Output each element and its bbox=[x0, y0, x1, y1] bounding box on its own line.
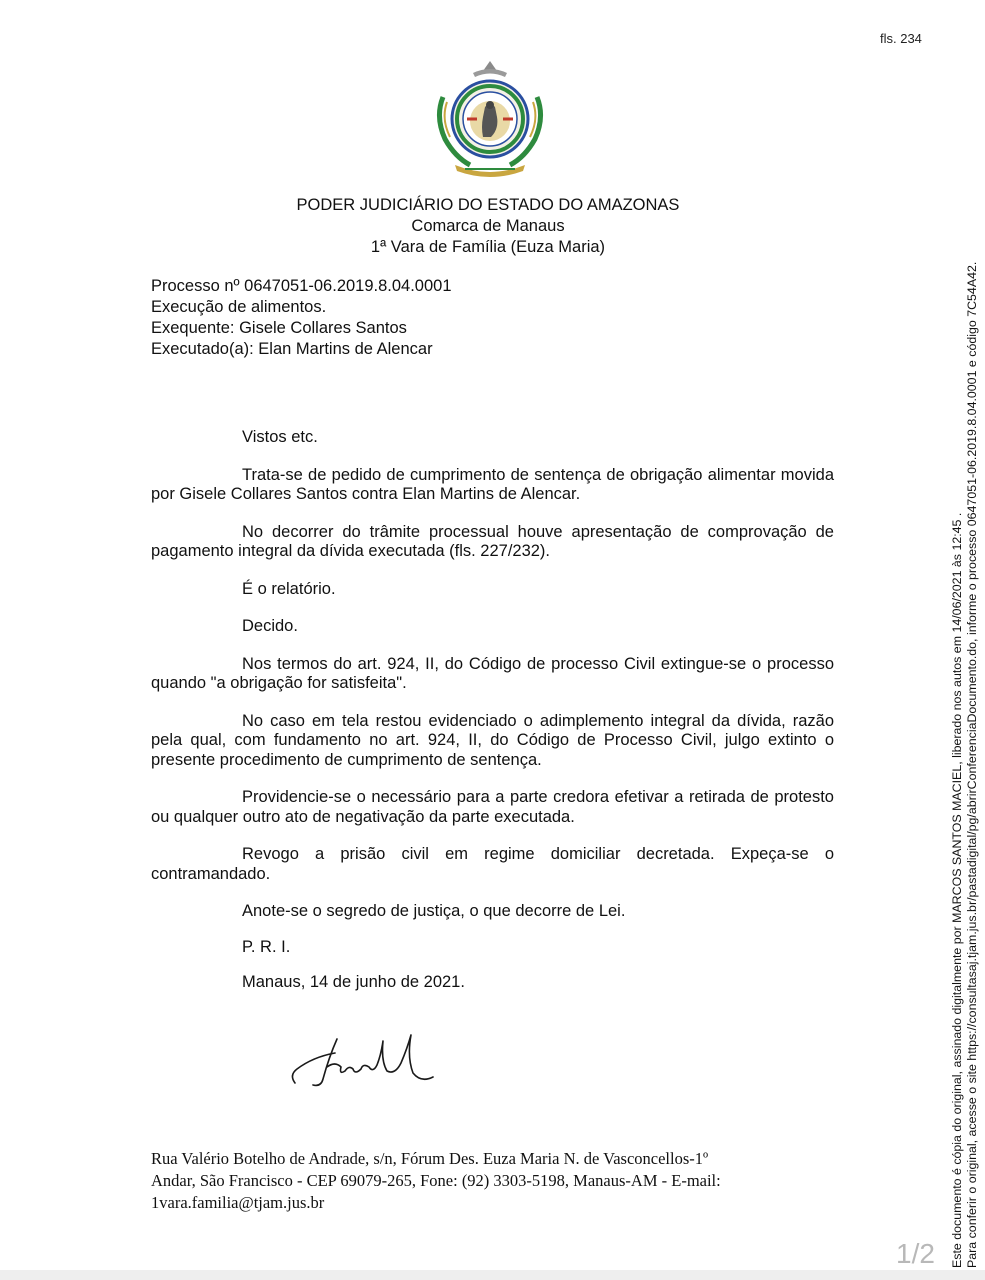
handwritten-signature bbox=[283, 1027, 443, 1097]
digital-signature-note bbox=[950, 88, 980, 1268]
paragraph-protest: Providencie-se o necessário para a parte credora efetivar a retirada de protesto ou qualquer outro ato de negativação da parte executada. bbox=[151, 788, 834, 826]
district-name: Comarca de Manaus bbox=[411, 217, 565, 235]
viewer-page-indicator: 1/2 bbox=[896, 1238, 935, 1269]
address-line-1: Rua Valério Botelho de Andrade, s/n, Fórum Des. Euza Maria N. de Vasconcellos-1º bbox=[151, 1149, 709, 1168]
paragraph-report: É o relatório. bbox=[242, 579, 336, 598]
paragraph-summary: Trata-se de pedido de cumprimento de sentença de obrigação alimentar movida por Gisele Collares Santos contra Elan Martins de Alencar. bbox=[151, 465, 834, 503]
paragraph-revocation: Revogo a prisão civil em regime domiciliar decretada. Expeça-se o contramandado. bbox=[151, 845, 834, 883]
signature-note-line-1: Este documento é cópia do original, assinado digitalmente por MARCOS SANTOS MACIEL, liberado nos autos em 14/06/2021 às 12:45 . bbox=[950, 512, 964, 1268]
address-email: 1vara.familia@tjam.jus.br bbox=[151, 1193, 325, 1212]
paragraph-vistos: Vistos etc. bbox=[242, 428, 318, 446]
court-division: 1ª Vara de Família (Euza Maria) bbox=[370, 238, 606, 256]
court-header bbox=[0, 195, 985, 258]
address-line-2: Andar, São Francisco - CEP 69079-265, Fone: (92) 3303-5198, Manaus-AM - E-mail: bbox=[151, 1171, 721, 1190]
executado: Executado(a): Elan Martins de Alencar bbox=[151, 340, 433, 358]
exequente: Exequente: Gisele Collares Santos bbox=[151, 319, 407, 337]
paragraph-decide: Decido. bbox=[242, 617, 298, 635]
paragraph-legal-basis: Nos termos do art. 924, II, do Código de processo Civil extingue-se o processo quando "a obrigação for satisfeita". bbox=[151, 654, 834, 692]
court-address-footer bbox=[151, 1148, 841, 1214]
page-folio-label: fls. 234 bbox=[880, 31, 922, 46]
paragraph-pri: P. R. I. bbox=[242, 937, 291, 956]
paragraph-secrecy: Anote-se o segredo de justiça, o que decorre de Lei. bbox=[242, 902, 626, 920]
paragraph-ruling: No caso em tela restou evidenciado o adimplemento integral da dívida, razão pela qual, com fundamento no art. 924, II, do Código de Processo Civil, julgo extinto o presente procedimento de cumprimento de sentença. bbox=[151, 711, 834, 769]
court-name: PODER JUDICIÁRIO DO ESTADO DO AMAZONAS bbox=[296, 196, 680, 214]
signature-note-line-2: Para conferir o original, acesse o site https://consultasaj.tjam.jus.br/pastadigital/pg/abrirConferenciaDocumento.do, informe o processo 0647051-06.2019.8.04.0001 e código 7C54A42. bbox=[965, 261, 979, 1268]
viewer-bottom-bar bbox=[0, 1270, 985, 1280]
decision-body bbox=[151, 428, 834, 993]
paragraph-payment: No decorrer do trâmite processual houve apresentação de comprovação de pagamento integral da dívida executada (fls. 227/232). bbox=[151, 522, 834, 560]
paragraph-date: Manaus, 14 de junho de 2021. bbox=[242, 973, 465, 991]
process-type: Execução de alimentos. bbox=[151, 298, 327, 316]
amazonas-court-seal-icon bbox=[425, 57, 555, 182]
process-number: Processo nº 0647051-06.2019.8.04.0001 bbox=[151, 277, 452, 295]
process-info bbox=[151, 276, 452, 360]
